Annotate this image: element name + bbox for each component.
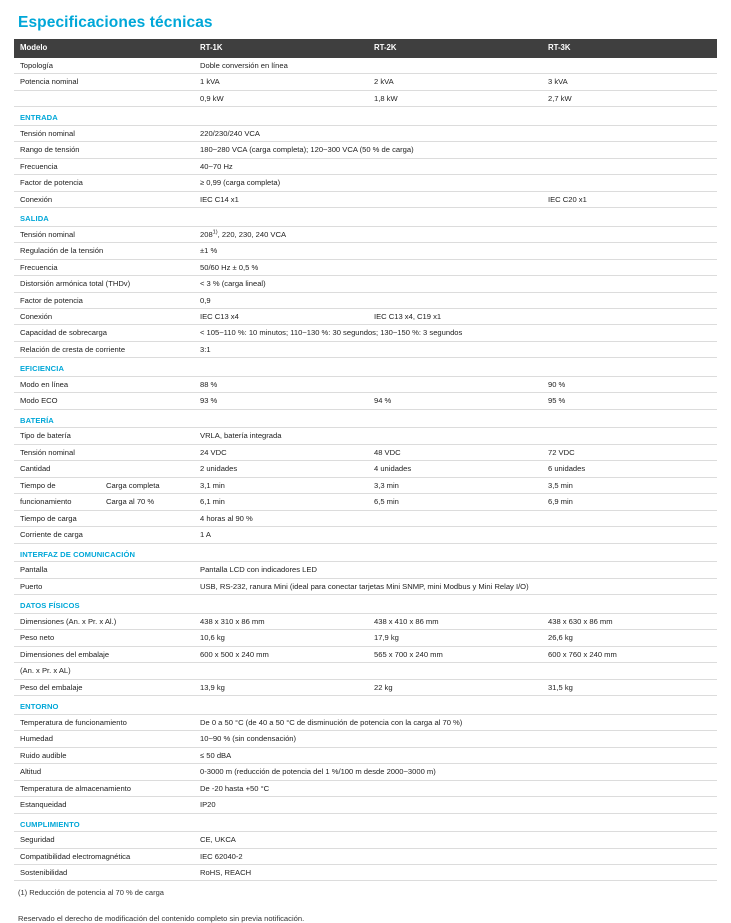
row-value: 0,9 [194,292,717,308]
row-value: 2 kVA [368,74,542,90]
row-value [368,376,542,392]
row-value: 95 % [542,393,717,409]
section-header-row [14,107,717,125]
section-filler-cell [542,595,717,613]
row-value: 0-3000 m (reducción de potencia del 1 %/100 m desde 2000~3000 m) [194,764,717,780]
row-value: 565 x 700 x 240 mm [368,646,542,662]
section-header-row [14,696,717,714]
row-label: Regulación de la tensión [14,243,194,259]
table-row [14,477,717,493]
row-label: Humedad [14,731,194,747]
row-label: (An. x Pr. x AL) [14,663,194,679]
row-label: Seguridad [14,832,194,848]
table-row [14,191,717,207]
row-value [368,191,542,207]
row-label: Altitud [14,764,194,780]
table-row [14,175,717,191]
section-filler-cell [194,696,368,714]
row-value: IEC C14 x1 [194,191,368,207]
legal-notice: Reservado el derecho de modificación del contenido completo sin previa notificación. [18,914,305,923]
section-filler-cell [542,696,717,714]
page-title: Especificaciones técnicas [18,14,213,31]
table-row [14,663,717,679]
table-row [14,747,717,763]
row-value: 26,6 kg [542,630,717,646]
row-label: Tensión nominal [14,125,194,141]
section-header-row [14,208,717,226]
row-value: 22 kg [368,679,542,695]
section-filler-cell [368,358,542,376]
section-header-row [14,813,717,831]
table-row [14,613,717,629]
section-header-row [14,409,717,427]
row-label [14,494,194,510]
row-value: 88 % [194,376,368,392]
specifications-table [14,39,717,881]
row-value: 208$^{1)}$, 220, 230, 240 VCA [194,226,717,242]
section-filler-cell [542,208,717,226]
row-value: 438 x 310 x 86 mm [194,613,368,629]
section-filler-cell [542,358,717,376]
table-row [14,848,717,864]
table-row [14,630,717,646]
section-header-row [14,543,717,561]
row-value: ≥ 0,99 (carga completa) [194,175,717,191]
row-value: 31,5 kg [542,679,717,695]
table-row [14,226,717,242]
row-label: Peso del embalaje [14,679,194,695]
section-filler-cell [368,107,542,125]
row-value: 2 unidades [194,461,368,477]
table-row [14,510,717,526]
row-value: VRLA, batería integrada [194,428,717,444]
row-label: Peso neto [14,630,194,646]
row-label: Conexión [14,309,194,325]
row-value: 6 unidades [542,461,717,477]
row-value: 438 x 630 x 86 mm [542,613,717,629]
row-value: 6,5 min [368,494,542,510]
table-row [14,158,717,174]
row-value [542,663,717,679]
row-label: Conexión [14,191,194,207]
row-value: 48 VDC [368,444,542,460]
row-value: IEC C20 x1 [542,191,717,207]
row-value: De -20 hasta +50 °C [194,780,717,796]
row-value: 600 x 500 x 240 mm [194,646,368,662]
row-value [368,663,542,679]
table-row [14,679,717,695]
table-row [14,376,717,392]
column-header: RT-1K [194,39,368,57]
spec-table-body [14,39,717,881]
row-value: 94 % [368,393,542,409]
row-sublabel-text: Carga al 70 % [106,497,155,507]
row-value: 90 % [542,376,717,392]
table-row [14,428,717,444]
row-label: Distorsión armónica total (THDv) [14,276,194,292]
section-header-row [14,358,717,376]
section-filler-cell [194,595,368,613]
table-row [14,578,717,594]
table-row [14,494,717,510]
table-row [14,764,717,780]
row-label: Tensión nominal [14,444,194,460]
column-header: Modelo [14,39,194,57]
row-value: USB, RS-232, ranura Mini (ideal para conectar tarjetas Mini SNMP, mini Modbus y Mini Relay I/O) [194,578,717,594]
row-value: 3,3 min [368,477,542,493]
table-row [14,259,717,275]
row-value: Doble conversión en línea [194,57,717,73]
row-value: < 105~110 %: 10 minutos; 110~130 %: 30 segundos; 130~150 %: 3 segundos [194,325,717,341]
section-filler-cell [368,813,542,831]
table-row [14,780,717,796]
table-row [14,309,717,325]
row-label [14,90,194,106]
row-label: Modo en línea [14,376,194,392]
row-label: Frecuencia [14,259,194,275]
row-value: 24 VDC [194,444,368,460]
table-row [14,90,717,106]
row-value: 1 kVA [194,74,368,90]
row-label: Sostenibilidad [14,864,194,880]
section-filler-cell [368,208,542,226]
section-filler-cell [194,208,368,226]
row-value: 40~70 Hz [194,158,717,174]
row-value: 10,6 kg [194,630,368,646]
row-value: 72 VDC [542,444,717,460]
row-value: ≤ 50 dBA [194,747,717,763]
section-filler-cell [194,409,368,427]
row-label-text: funcionamiento [20,497,72,507]
section-filler-cell [542,813,717,831]
section-title: INTERFAZ DE COMUNICACIÓN [14,543,194,561]
table-row [14,393,717,409]
row-value: 3:1 [194,341,717,357]
row-value: 17,9 kg [368,630,542,646]
row-value: 93 % [194,393,368,409]
row-value: 6,9 min [542,494,717,510]
row-label: Dimensiones (An. x Pr. x Al.) [14,613,194,629]
row-label [14,477,194,493]
row-label: Factor de potencia [14,292,194,308]
row-value: IEC C13 x4 [194,309,368,325]
section-filler-cell [194,107,368,125]
table-row [14,646,717,662]
column-header: RT-3K [542,39,717,57]
table-row [14,562,717,578]
row-value: ±1 % [194,243,717,259]
row-value: 6,1 min [194,494,368,510]
row-label: Factor de potencia [14,175,194,191]
table-row [14,527,717,543]
row-value [542,309,717,325]
table-row [14,797,717,813]
section-filler-cell [368,409,542,427]
table-row [14,292,717,308]
row-label: Topología [14,57,194,73]
row-value: Pantalla LCD con indicadores LED [194,562,717,578]
row-value: De 0 a 50 °C (de 40 a 50 °C de disminución de potencia con la carga al 70 %) [194,714,717,730]
section-filler-cell [194,813,368,831]
row-value: CE, UKCA [194,832,717,848]
table-row [14,341,717,357]
section-filler-cell [368,543,542,561]
section-filler-cell [194,543,368,561]
row-value: 0,9 kW [194,90,368,106]
row-label: Temperatura de almacenamiento [14,780,194,796]
table-row [14,243,717,259]
row-label: Rango de tensión [14,142,194,158]
row-label: Pantalla [14,562,194,578]
row-value: 10~90 % (sin condensación) [194,731,717,747]
table-header-row [14,39,717,57]
row-label: Puerto [14,578,194,594]
row-label: Relación de cresta de corriente [14,341,194,357]
section-filler-cell [542,107,717,125]
row-label: Modo ECO [14,393,194,409]
row-value: IEC C13 x4, C19 x1 [368,309,542,325]
section-filler-cell [368,595,542,613]
row-label: Tiempo de carga [14,510,194,526]
table-row [14,125,717,141]
section-filler-cell [368,696,542,714]
row-label: Capacidad de sobrecarga [14,325,194,341]
row-value: RoHS, REACH [194,864,717,880]
row-label: Potencia nominal [14,74,194,90]
section-filler-cell [194,358,368,376]
row-value: 50/60 Hz ± 0,5 % [194,259,717,275]
table-row [14,461,717,477]
row-label: Ruido audible [14,747,194,763]
row-label-text: Tiempo de [20,480,56,490]
section-title: CUMPLIMIENTO [14,813,194,831]
row-label: Temperatura de funcionamiento [14,714,194,730]
row-label: Estanqueidad [14,797,194,813]
row-value: 4 unidades [368,461,542,477]
row-sublabel-text: Carga completa [106,480,160,490]
row-label: Corriente de carga [14,527,194,543]
table-row [14,832,717,848]
table-row [14,142,717,158]
section-title: BATERÍA [14,409,194,427]
row-value: 180~280 VCA (carga completa); 120~300 VCA (50 % de carga) [194,142,717,158]
section-filler-cell [542,409,717,427]
row-label: Compatibilidad electromagnética [14,848,194,864]
section-header-row [14,595,717,613]
table-row [14,276,717,292]
row-value [194,663,368,679]
row-value: 438 x 410 x 86 mm [368,613,542,629]
section-title: SALIDA [14,208,194,226]
row-label: Frecuencia [14,158,194,174]
row-value: 3 kVA [542,74,717,90]
section-title: ENTRADA [14,107,194,125]
row-label: Tipo de batería [14,428,194,444]
row-value: < 3 % (carga lineal) [194,276,717,292]
row-value: 220/230/240 VCA [194,125,717,141]
row-value: 4 horas al 90 % [194,510,717,526]
row-value: 2,7 kW [542,90,717,106]
column-header: RT-2K [368,39,542,57]
table-row [14,714,717,730]
row-value: 600 x 760 x 240 mm [542,646,717,662]
row-label: Dimensiones del embalaje [14,646,194,662]
table-row [14,444,717,460]
row-value: 1 A [194,527,717,543]
row-label: Cantidad [14,461,194,477]
section-title: DATOS FÍSICOS [14,595,194,613]
row-value: 1,8 kW [368,90,542,106]
row-value: IP20 [194,797,717,813]
table-row [14,74,717,90]
table-row [14,731,717,747]
table-row [14,57,717,73]
section-title: EFICIENCIA [14,358,194,376]
row-label: Tensión nominal [14,226,194,242]
section-filler-cell [542,543,717,561]
table-row [14,325,717,341]
row-value: 3,5 min [542,477,717,493]
footnote: (1) Reducción de potencia al 70 % de carga [18,888,164,898]
section-title: ENTORNO [14,696,194,714]
row-value: IEC 62040-2 [194,848,717,864]
row-value: 3,1 min [194,477,368,493]
row-value: 13,9 kg [194,679,368,695]
